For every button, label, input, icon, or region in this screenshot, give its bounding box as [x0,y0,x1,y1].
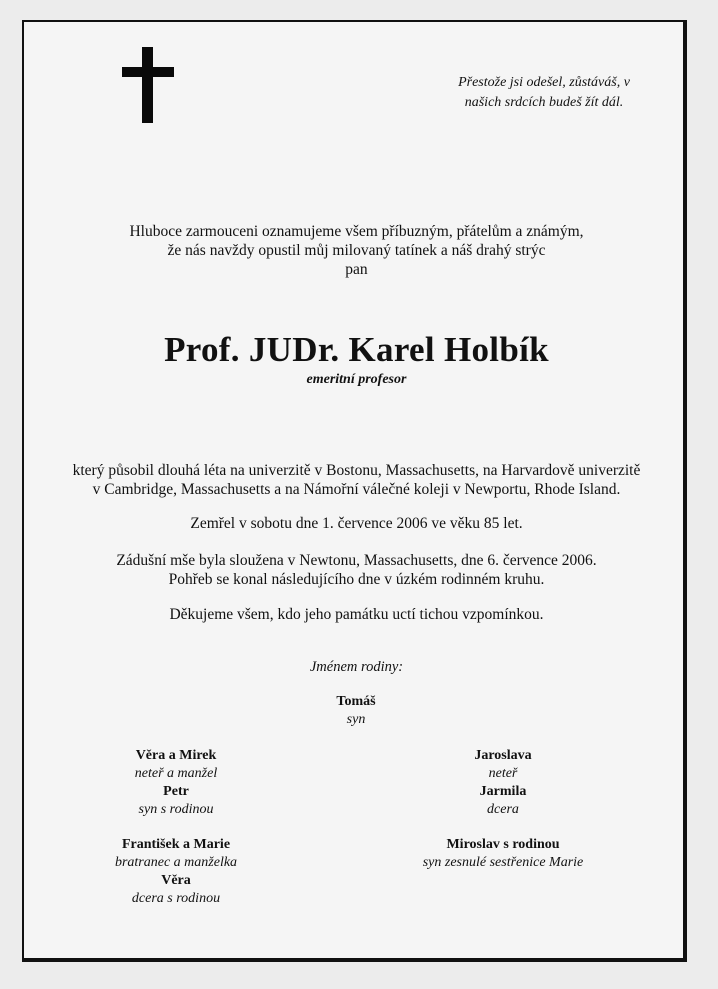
announcement [22,222,691,279]
family-member [56,783,296,819]
career-line-2: v Cambridge, Massachusetts a na Námořní válečné koleji v Newportu, Rhode Island. [92,481,621,498]
mass-line-1: Zádušní mše byla sloužena v Newtonu, Massachusetts, dne 6. července 2006. [116,552,597,569]
cross-icon [122,47,174,123]
member-relation: neteř a manžel [134,766,218,781]
member-relation: syn s rodinou [138,802,214,817]
quote-line-2: našich srdcích budeš žít dál. [464,95,624,110]
announcement-line-1: Hluboce zarmouceni oznamujeme všem příbuzným, přátelům a známým, [129,223,584,240]
member-relation: neteř [488,766,518,781]
family-member [56,836,296,872]
family-member [236,693,476,729]
thanks-note: Děkujeme všem, kdo jeho památku uctí tichou vzpomínkou. [169,606,544,623]
member-name: Jarmila [479,784,527,799]
quote-line-1: Přestože jsi odešel, zůstáváš, v [458,75,630,90]
family-member [56,872,296,908]
family-label: Jménem rodiny: [309,659,404,675]
member-name: Tomáš [336,694,376,709]
death-note: Zemřel v sobotu dne 1. července 2006 ve věku 85 let. [190,515,523,532]
member-relation: dcera s rodinou [131,891,221,906]
family-member [383,783,623,819]
member-relation: syn zesnulé sestřenice Marie [422,855,584,870]
announcement-line-3: pan [345,261,368,278]
member-relation: dcera [487,802,519,817]
mass-line-2: Pohřeb se konal následujícího dne v úzkém rodinném kruhu. [168,571,545,588]
member-name: František a Marie [121,837,231,852]
announcement-line-2: že nás navždy opustil můj milovaný tatínek a náš drahý strýc [167,242,546,259]
deceased-name: Prof. JUDr. Karel Holbík [164,330,549,369]
member-name: Věra [161,873,191,888]
family-member [383,747,623,783]
member-relation: bratranec a manželka [114,855,238,870]
member-relation: syn [346,712,366,727]
member-name: Miroslav s rodinou [446,837,560,852]
deceased-title: emeritní profesor [306,372,407,387]
member-name: Jaroslava [474,748,532,763]
family-member [356,836,650,872]
member-name: Věra a Mirek [135,748,217,763]
career-text [22,461,691,499]
family-member [56,747,296,783]
memorial-quote [400,73,688,113]
member-name: Petr [163,784,189,799]
funeral-info [22,551,691,589]
career-line-1: který působil dlouhá léta na univerzitě v Bostonu, Massachusetts, na Harvardově univerzitě [72,462,641,479]
